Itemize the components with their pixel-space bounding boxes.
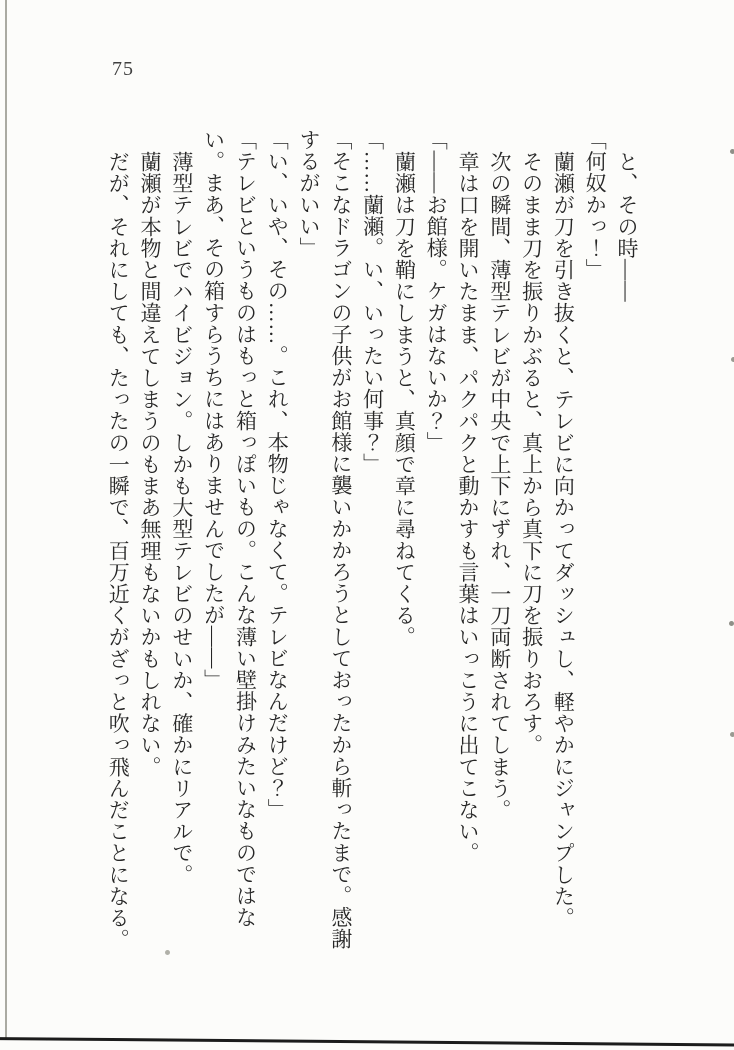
paragraph: そのまま刀を振りかぶると、真上から真下に刀を振りおろす。 — [519, 150, 544, 756]
paragraph: 「そこなドラゴンの子供がお館様に襲いかかろうとしておったから斬ったまで。感謝するがいい」 — [297, 129, 353, 950]
vertical-text-block — [101, 129, 642, 952]
paragraph: 薄型テレビでハイビジョン。しかも大型テレビのせいか、確かにリアルで。 — [169, 150, 194, 885]
scan-bottom-edge-line — [0, 1037, 734, 1047]
paragraph: 「い、いや、その……。これ、本物じゃなくて。テレビなんだけど？」 — [265, 129, 290, 821]
paragraph: と、その時―― — [615, 150, 639, 302]
paragraph: 蘭瀬は刀を鞘にしまうと、真顔で章に尋ねてくる。 — [392, 150, 417, 648]
paragraph: 「何奴かっ！」 — [583, 129, 608, 281]
paragraph: 次の瞬間、薄型テレビが中央で上下にずれ、一刀両断されてしまう。 — [487, 150, 512, 821]
paragraph: 章は口を開いたまま、パクパクと動かすも言葉はいっこうに出てこない。 — [456, 150, 481, 864]
paragraph: 「――お館様。ケガはないか？」 — [424, 129, 449, 453]
paragraph: 蘭瀬が刀を引き抜くと、テレビに向かってダッシュし、軽やかにジャンプした。 — [551, 150, 576, 929]
paragraph: 「……蘭瀬。い、いったい何事？」 — [360, 129, 385, 475]
paragraph: 「テレビというものはもっと箱っぽいもの。こんな薄い壁掛けみたいなものではない。まあ、その箱すらうちにはありませんでしたが――」 — [201, 129, 258, 929]
page-number: 75 — [112, 58, 134, 80]
scan-specks — [0, 0, 3, 3]
paragraph: だが、それにしても、たったの一瞬で、百万近くがざっと吹っ飛んだことになる。 — [106, 150, 131, 950]
scan-left-edge-line — [5, 0, 7, 1038]
paragraph: 蘭瀬が本物と間違えてしまうのもまあ無理もないかもしれない。 — [138, 150, 163, 777]
